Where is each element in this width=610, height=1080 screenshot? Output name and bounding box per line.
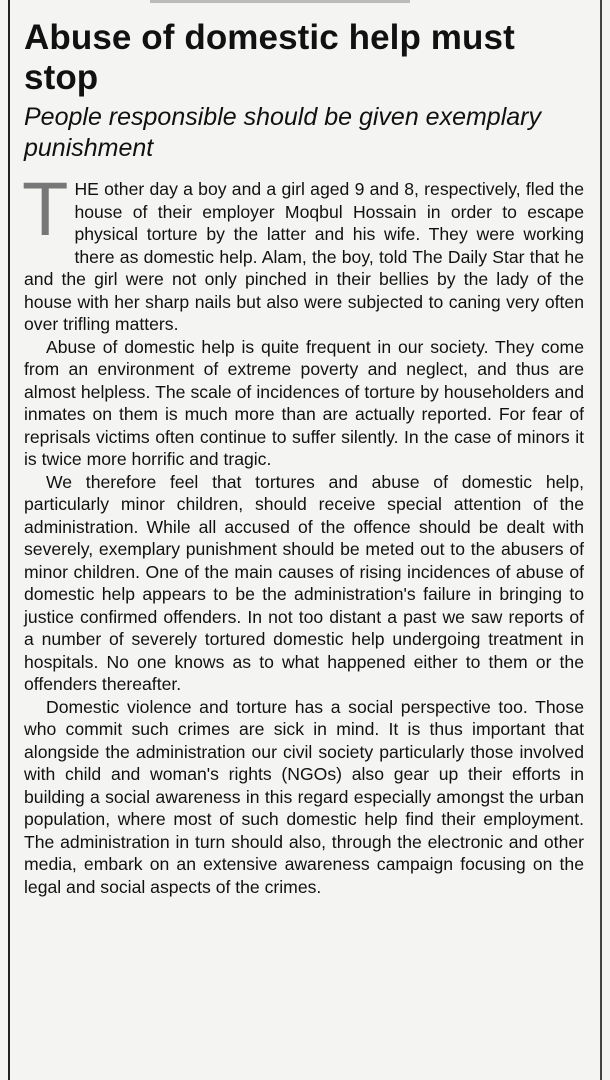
paragraph-3: We therefore feel that tortures and abuse of domestic help, particularly minor children, should receive special attention of the administration. While all accused of the offence should be dealt with severely, exemplary punishment should be meted out to the abusers of minor children. One of the main causes of rising incidences of abuse of domestic help appears to be the administration's failure in bringing to justice confirmed offenders. In not too distant a past we saw reports of a number of severely tortured domestic help undergoing treatment in hospitals. No one knows as to what happened either to them or the offenders thereafter. bbox=[24, 471, 584, 694]
paragraph-1-text: HE other day a boy and a girl aged 9 and 8, respectively, fled the house of their employer Moqbul Hossain in order to escape physical torture by the latter and his wife. They were working there as domestic help. Alam, the boy, told The Daily Star that he and the girl were not only pinched in their bellies by the lady of the house with her sharp nails but also were subjected to caning very often over trifling matters. bbox=[24, 179, 584, 334]
column-rule-left bbox=[8, 0, 10, 1080]
drop-cap: T bbox=[22, 167, 69, 252]
paragraph-1 bbox=[22, 167, 584, 336]
editorial-article bbox=[24, 18, 584, 898]
article-body bbox=[22, 167, 584, 898]
headline: Abuse of domestic help must stop bbox=[24, 18, 515, 97]
top-edge-rule bbox=[150, 0, 410, 3]
paragraph-2: Abuse of domestic help is quite frequent in our society. They come from an environment of extreme poverty and neglect, and thus are almost helpless. The scale of incidences of torture by householders and inmates on them is much more than are actually reported. For fear of reprisals victims often continue to suffer silently. In the case of minors it is twice more horrific and tragic. bbox=[24, 336, 584, 469]
paragraph-4: Domestic violence and torture has a social perspective too. Those who commit such crimes are sick in mind. It is thus important that alongside the administration our civil society particularly those involved with child and woman's rights (NGOs) also gear up their efforts in building a social awareness in this regard especially amongst the urban population, where most of such domestic help find their employment. The administration in turn should also, through the electronic and other media, embark on an extensive awareness campaign focusing on the legal and social aspects of the crimes. bbox=[24, 696, 584, 897]
subheadline: People responsible should be given exemplary punishment bbox=[24, 103, 541, 162]
column-rule-right bbox=[600, 0, 602, 1080]
